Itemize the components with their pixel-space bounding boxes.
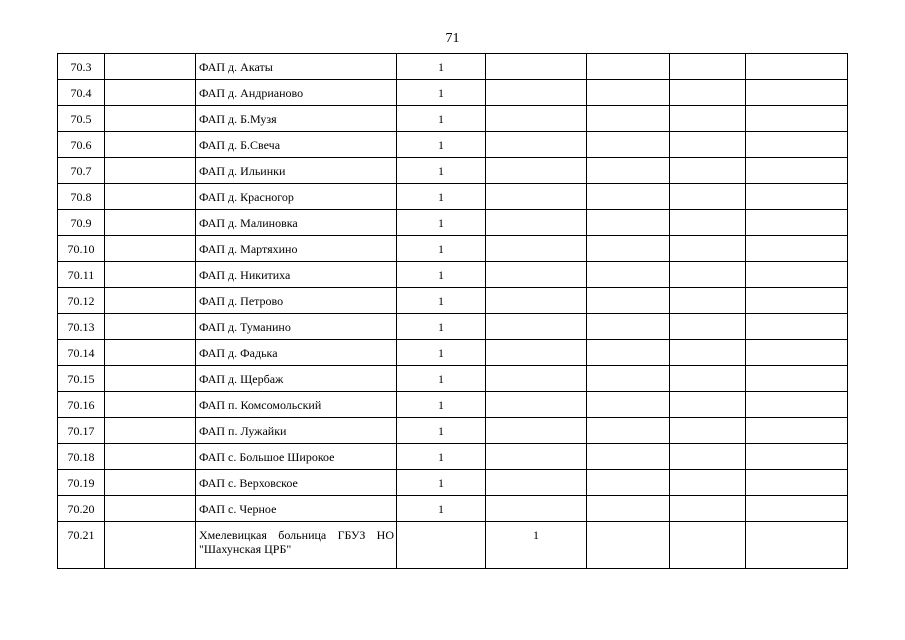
empty-cell: [746, 184, 848, 210]
table-row: [58, 158, 848, 184]
row-number-cell: 70.9: [58, 210, 105, 236]
empty-cell: [587, 262, 670, 288]
count-cell-1: 1: [397, 496, 486, 522]
empty-cell: [587, 496, 670, 522]
count-cell-2: [486, 366, 587, 392]
facility-name-cell: ФАП п. Лужайки: [196, 418, 397, 444]
empty-cell: [105, 80, 196, 106]
count-cell-2: [486, 340, 587, 366]
count-cell-2: [486, 158, 587, 184]
count-cell-2: [486, 184, 587, 210]
count-cell-1: [397, 522, 486, 569]
row-number-cell: 70.6: [58, 132, 105, 158]
empty-cell: [746, 132, 848, 158]
empty-cell: [746, 236, 848, 262]
empty-cell: [587, 158, 670, 184]
empty-cell: [105, 444, 196, 470]
count-cell-1: 1: [397, 470, 486, 496]
count-cell-1: 1: [397, 132, 486, 158]
count-cell-2: [486, 496, 587, 522]
empty-cell: [746, 340, 848, 366]
count-cell-1: 1: [397, 54, 486, 80]
empty-cell: [746, 210, 848, 236]
table-row: [58, 314, 848, 340]
count-cell-1: 1: [397, 418, 486, 444]
table-row: [58, 366, 848, 392]
empty-cell: [746, 522, 848, 569]
table-row: [58, 522, 848, 569]
page-number: 71: [445, 31, 460, 46]
facility-name-cell: ФАП д. Петрово: [196, 288, 397, 314]
facilities-table: [57, 53, 848, 569]
empty-cell: [587, 470, 670, 496]
count-cell-2: [486, 210, 587, 236]
empty-cell: [670, 392, 746, 418]
table-row: [58, 132, 848, 158]
row-number-cell: 70.17: [58, 418, 105, 444]
empty-cell: [105, 314, 196, 340]
empty-cell: [746, 106, 848, 132]
row-number-cell: 70.21: [58, 522, 105, 569]
empty-cell: [670, 444, 746, 470]
count-cell-2: [486, 314, 587, 340]
count-cell-1: 1: [397, 236, 486, 262]
empty-cell: [746, 262, 848, 288]
table-row: [58, 80, 848, 106]
empty-cell: [746, 366, 848, 392]
facility-name-cell: ФАП с. Верховское: [196, 470, 397, 496]
empty-cell: [105, 418, 196, 444]
row-number-cell: 70.5: [58, 106, 105, 132]
empty-cell: [670, 158, 746, 184]
row-number-cell: 70.16: [58, 392, 105, 418]
empty-cell: [105, 236, 196, 262]
facility-name-cell: ФАП д. Мартяхино: [196, 236, 397, 262]
empty-cell: [670, 470, 746, 496]
table-body: [58, 54, 848, 569]
empty-cell: [587, 54, 670, 80]
facility-name-cell: ФАП д. Красногор: [196, 184, 397, 210]
row-number-cell: 70.19: [58, 470, 105, 496]
empty-cell: [670, 106, 746, 132]
empty-cell: [746, 314, 848, 340]
table-row: [58, 470, 848, 496]
count-cell-1: 1: [397, 444, 486, 470]
facility-name-cell: ФАП д. Ильинки: [196, 158, 397, 184]
table-row: [58, 106, 848, 132]
facility-name-cell: ФАП д. Акаты: [196, 54, 397, 80]
row-number-cell: 70.20: [58, 496, 105, 522]
count-cell-2: [486, 418, 587, 444]
empty-cell: [105, 366, 196, 392]
empty-cell: [670, 132, 746, 158]
count-cell-1: 1: [397, 392, 486, 418]
empty-cell: [587, 366, 670, 392]
count-cell-1: 1: [397, 158, 486, 184]
count-cell-1: 1: [397, 314, 486, 340]
count-cell-2: [486, 392, 587, 418]
empty-cell: [105, 184, 196, 210]
empty-cell: [105, 210, 196, 236]
row-number-cell: 70.11: [58, 262, 105, 288]
empty-cell: [746, 496, 848, 522]
empty-cell: [105, 496, 196, 522]
count-cell-1: 1: [397, 366, 486, 392]
empty-cell: [105, 522, 196, 569]
table-row: [58, 418, 848, 444]
empty-cell: [587, 106, 670, 132]
empty-cell: [670, 522, 746, 569]
facility-name-cell: ФАП д. Андрианово: [196, 80, 397, 106]
facility-name-cell: ФАП д. Фадька: [196, 340, 397, 366]
empty-cell: [670, 210, 746, 236]
empty-cell: [587, 522, 670, 569]
row-number-cell: 70.7: [58, 158, 105, 184]
count-cell-1: 1: [397, 262, 486, 288]
empty-cell: [587, 132, 670, 158]
facility-name-cell: ФАП с. Большое Широкое: [196, 444, 397, 470]
empty-cell: [105, 340, 196, 366]
empty-cell: [587, 392, 670, 418]
empty-cell: [670, 288, 746, 314]
facility-name-cell: ФАП д. Б.Свеча: [196, 132, 397, 158]
empty-cell: [746, 392, 848, 418]
facility-name-cell: ФАП д. Туманино: [196, 314, 397, 340]
count-cell-1: 1: [397, 288, 486, 314]
facility-name-cell: ФАП д. Б.Музя: [196, 106, 397, 132]
count-cell-1: 1: [397, 80, 486, 106]
count-cell-2: [486, 444, 587, 470]
count-cell-2: [486, 106, 587, 132]
empty-cell: [105, 470, 196, 496]
empty-cell: [670, 366, 746, 392]
empty-cell: [746, 444, 848, 470]
count-cell-2: [486, 288, 587, 314]
empty-cell: [746, 470, 848, 496]
empty-cell: [105, 288, 196, 314]
empty-cell: [670, 80, 746, 106]
row-number-cell: 70.3: [58, 54, 105, 80]
empty-cell: [105, 106, 196, 132]
row-number-cell: 70.8: [58, 184, 105, 210]
row-number-cell: 70.15: [58, 366, 105, 392]
empty-cell: [587, 314, 670, 340]
count-cell-2: [486, 262, 587, 288]
empty-cell: [587, 184, 670, 210]
empty-cell: [105, 392, 196, 418]
count-cell-1: 1: [397, 210, 486, 236]
table-row: [58, 444, 848, 470]
empty-cell: [105, 262, 196, 288]
count-cell-1: 1: [397, 184, 486, 210]
empty-cell: [670, 496, 746, 522]
table-row: [58, 262, 848, 288]
empty-cell: [746, 54, 848, 80]
count-cell-2: [486, 236, 587, 262]
empty-cell: [587, 444, 670, 470]
empty-cell: [670, 262, 746, 288]
table-row: [58, 496, 848, 522]
count-cell-1: 1: [397, 340, 486, 366]
table-row: [58, 54, 848, 80]
count-cell-2: [486, 470, 587, 496]
empty-cell: [105, 132, 196, 158]
facility-name-cell: ФАП д. Никитиха: [196, 262, 397, 288]
row-number-cell: 70.12: [58, 288, 105, 314]
empty-cell: [587, 236, 670, 262]
empty-cell: [746, 80, 848, 106]
row-number-cell: 70.18: [58, 444, 105, 470]
facility-name-cell: ФАП п. Комсомольский: [196, 392, 397, 418]
empty-cell: [587, 80, 670, 106]
row-number-cell: 70.4: [58, 80, 105, 106]
row-number-cell: 70.13: [58, 314, 105, 340]
table-row: [58, 184, 848, 210]
empty-cell: [105, 158, 196, 184]
empty-cell: [587, 210, 670, 236]
count-cell-2: 1: [486, 522, 587, 569]
table-row: [58, 392, 848, 418]
table-row: [58, 210, 848, 236]
facility-name-cell: ФАП с. Черное: [196, 496, 397, 522]
table-row: [58, 340, 848, 366]
count-cell-2: [486, 80, 587, 106]
row-number-cell: 70.10: [58, 236, 105, 262]
empty-cell: [587, 340, 670, 366]
empty-cell: [670, 236, 746, 262]
facility-name-cell: ФАП д. Щербаж: [196, 366, 397, 392]
count-cell-2: [486, 54, 587, 80]
empty-cell: [746, 288, 848, 314]
empty-cell: [587, 418, 670, 444]
empty-cell: [105, 54, 196, 80]
count-cell-1: 1: [397, 106, 486, 132]
empty-cell: [670, 314, 746, 340]
table-row: [58, 236, 848, 262]
empty-cell: [670, 418, 746, 444]
facility-name-cell: Хмелевицкая больница ГБУЗ НО "Шахунская ЦРБ": [196, 522, 397, 569]
empty-cell: [587, 288, 670, 314]
table-row: [58, 288, 848, 314]
facility-name-cell: ФАП д. Малиновка: [196, 210, 397, 236]
empty-cell: [670, 54, 746, 80]
empty-cell: [746, 158, 848, 184]
count-cell-2: [486, 132, 587, 158]
row-number-cell: 70.14: [58, 340, 105, 366]
empty-cell: [670, 184, 746, 210]
empty-cell: [670, 340, 746, 366]
empty-cell: [746, 418, 848, 444]
